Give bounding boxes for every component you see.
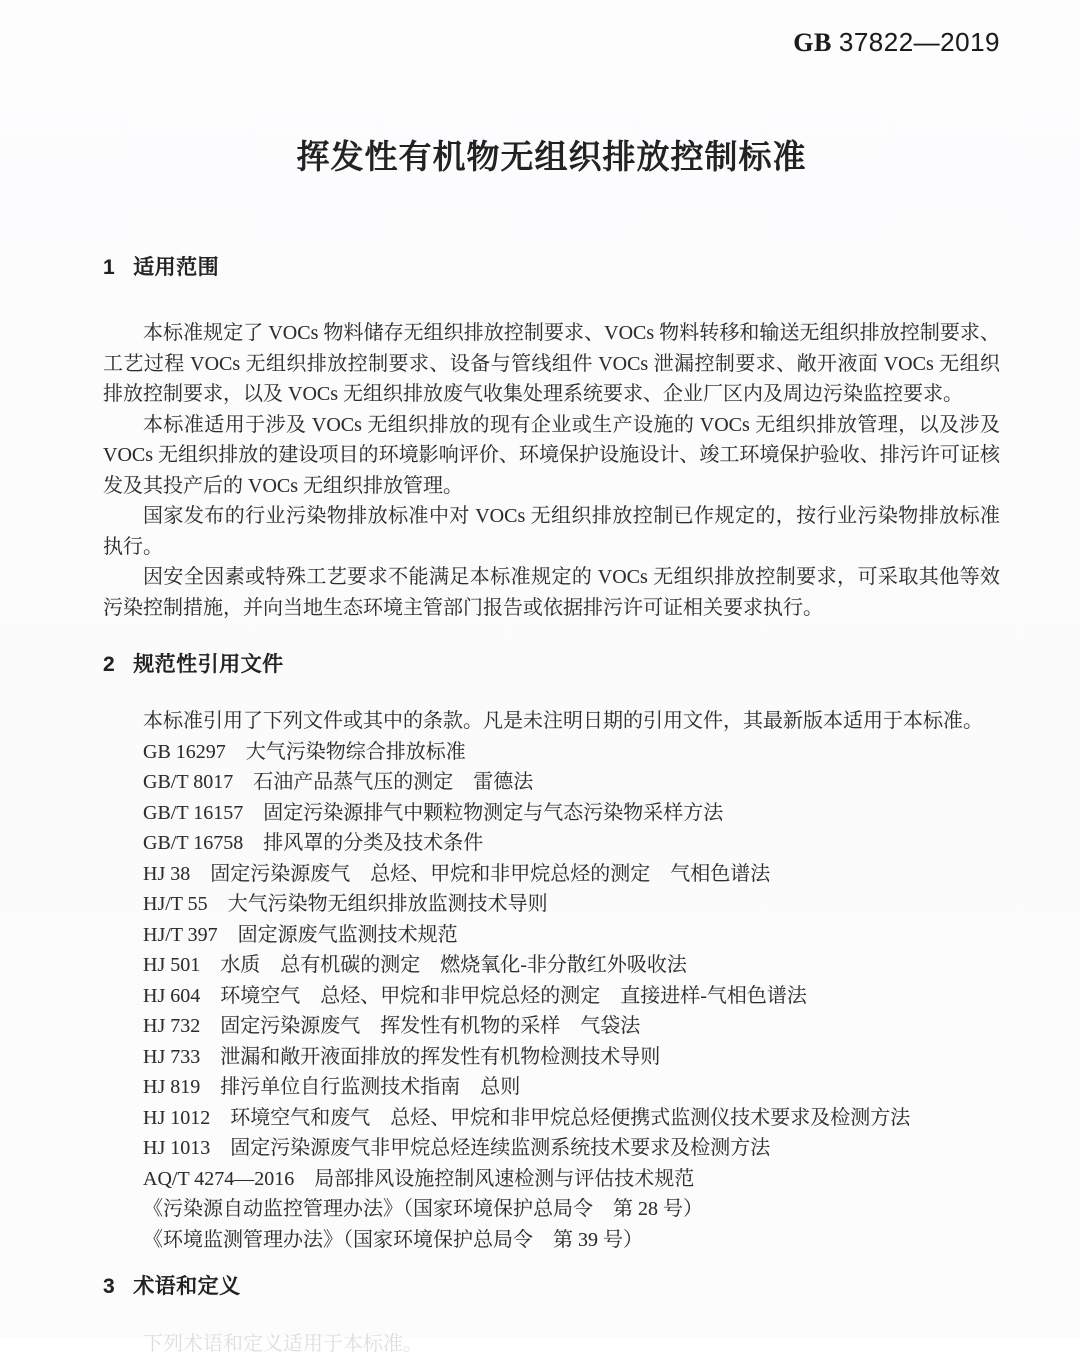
standard-code	[103, 26, 1000, 59]
reference-item: AQ/T 4274—2016 局部排风设施控制风速检测与评估技术规范	[143, 1167, 695, 1190]
document-title: 挥发性有机物无组织排放控制标准	[296, 138, 807, 175]
reference-list	[103, 737, 1000, 1256]
paragraph: 因安全因素或特殊工艺要求不能满足本标准规定的 VOCs 无组织排放控制要求，可采取其他等效污染控制措施，并向当地生态环境主管部门报告或依据排污许可证相关要求执行。	[103, 566, 1000, 619]
paragraph: 本标准适用于涉及 VOCs 无组织排放的现有企业或生产设施的 VOCs 无组织排放管理，以及涉及 VOCs 无组织排放的建设项目的环境影响评价、环境保护设施设计、竣工环境保护验收、排污许可证核发及其投产后的 VOCs 无组织排放管理。	[103, 413, 1000, 497]
reference-item: HJ 732 固定污染源废气 挥发性有机物的采样 气袋法	[143, 1015, 641, 1037]
reference-item: HJ/T 397 固定源废气监测技术规范	[143, 923, 458, 946]
section-2-title: 规范性引用文件	[133, 653, 284, 676]
reference-item: HJ 38 固定污染源废气 总烃、甲烷和非甲烷总烃的测定 气相色谱法	[143, 862, 771, 885]
section-2-intro: 本标准引用了下列文件或其中的条款。凡是未注明日期的引用文件，其最新版本适用于本标准。	[143, 710, 983, 732]
section-1-number: 1	[103, 256, 116, 279]
reference-item: HJ 501 水质 总有机碳的测定 燃烧氧化-非分散红外吸收法	[143, 954, 687, 976]
reference-item: HJ 1013 固定污染源废气非甲烷总烃连续监测系统技术要求及检测方法	[143, 1137, 771, 1159]
section-3-number: 3	[103, 1275, 116, 1298]
standard-code-number: 37822—2019	[838, 27, 1000, 57]
reference-item: GB/T 16758 排风罩的分类及技术条件	[143, 832, 484, 854]
section-3-title: 术语和定义	[133, 1275, 241, 1298]
reference-item: HJ/T 55 大气污染物无组织排放监测技术导则	[143, 893, 548, 915]
standard-code-prefix: GB	[793, 28, 832, 57]
section-3-heading	[103, 1273, 1000, 1301]
reference-item: HJ 733 泄漏和敞开液面排放的挥发性有机物检测技术导则	[143, 1045, 661, 1068]
reference-item: GB/T 16157 固定污染源排气中颗粒物测定与气态污染物采样方法	[143, 801, 724, 824]
paragraph: 本标准规定了 VOCs 物料储存无组织排放控制要求、VOCs 物料转移和输送无组织排放控制要求、工艺过程 VOCs 无组织排放控制要求、设备与管线组件 VOCs 泄漏控制要求、敞开液面 VOCs 无组织排放控制要求，以及 VOCs 无组织排放废气收集处理系统要求、企业厂区内及周边污染监控要求。	[103, 322, 1000, 405]
section-2-heading	[103, 651, 1000, 679]
section-1-title: 适用范围	[133, 256, 220, 279]
reference-item: HJ 819 排污单位自行监测技术指南 总则	[143, 1076, 521, 1098]
clipped-paragraph: 下列术语和定义适用于本标准。	[143, 1333, 423, 1355]
reference-item: GB 16297 大气污染物综合排放标准	[143, 740, 466, 763]
reference-item: 《污染源自动监控管理办法》（国家环境保护总局令 第 28 号）	[143, 1198, 703, 1220]
reference-item: GB/T 8017 石油产品蒸气压的测定 雷德法	[143, 771, 534, 793]
section-2-number: 2	[103, 653, 116, 676]
paragraph: 国家发布的行业污染物排放标准中对 VOCs 无组织排放控制已作规定的，按行业污染物排放标准执行。	[103, 505, 1000, 558]
bottom-clipped-text	[103, 1329, 1000, 1355]
reference-item: HJ 604 环境空气 总烃、甲烷和非甲烷总烃的测定 直接进样-气相色谱法	[143, 984, 807, 1007]
section-1-heading	[103, 254, 1000, 282]
section-1-body	[103, 318, 1000, 623]
reference-item: 《环境监测管理办法》（国家环境保护总局令 第 39 号）	[143, 1228, 643, 1251]
reference-item: HJ 1012 环境空气和废气 总烃、甲烷和非甲烷总烃便携式监测仪技术要求及检测方法	[143, 1106, 911, 1129]
